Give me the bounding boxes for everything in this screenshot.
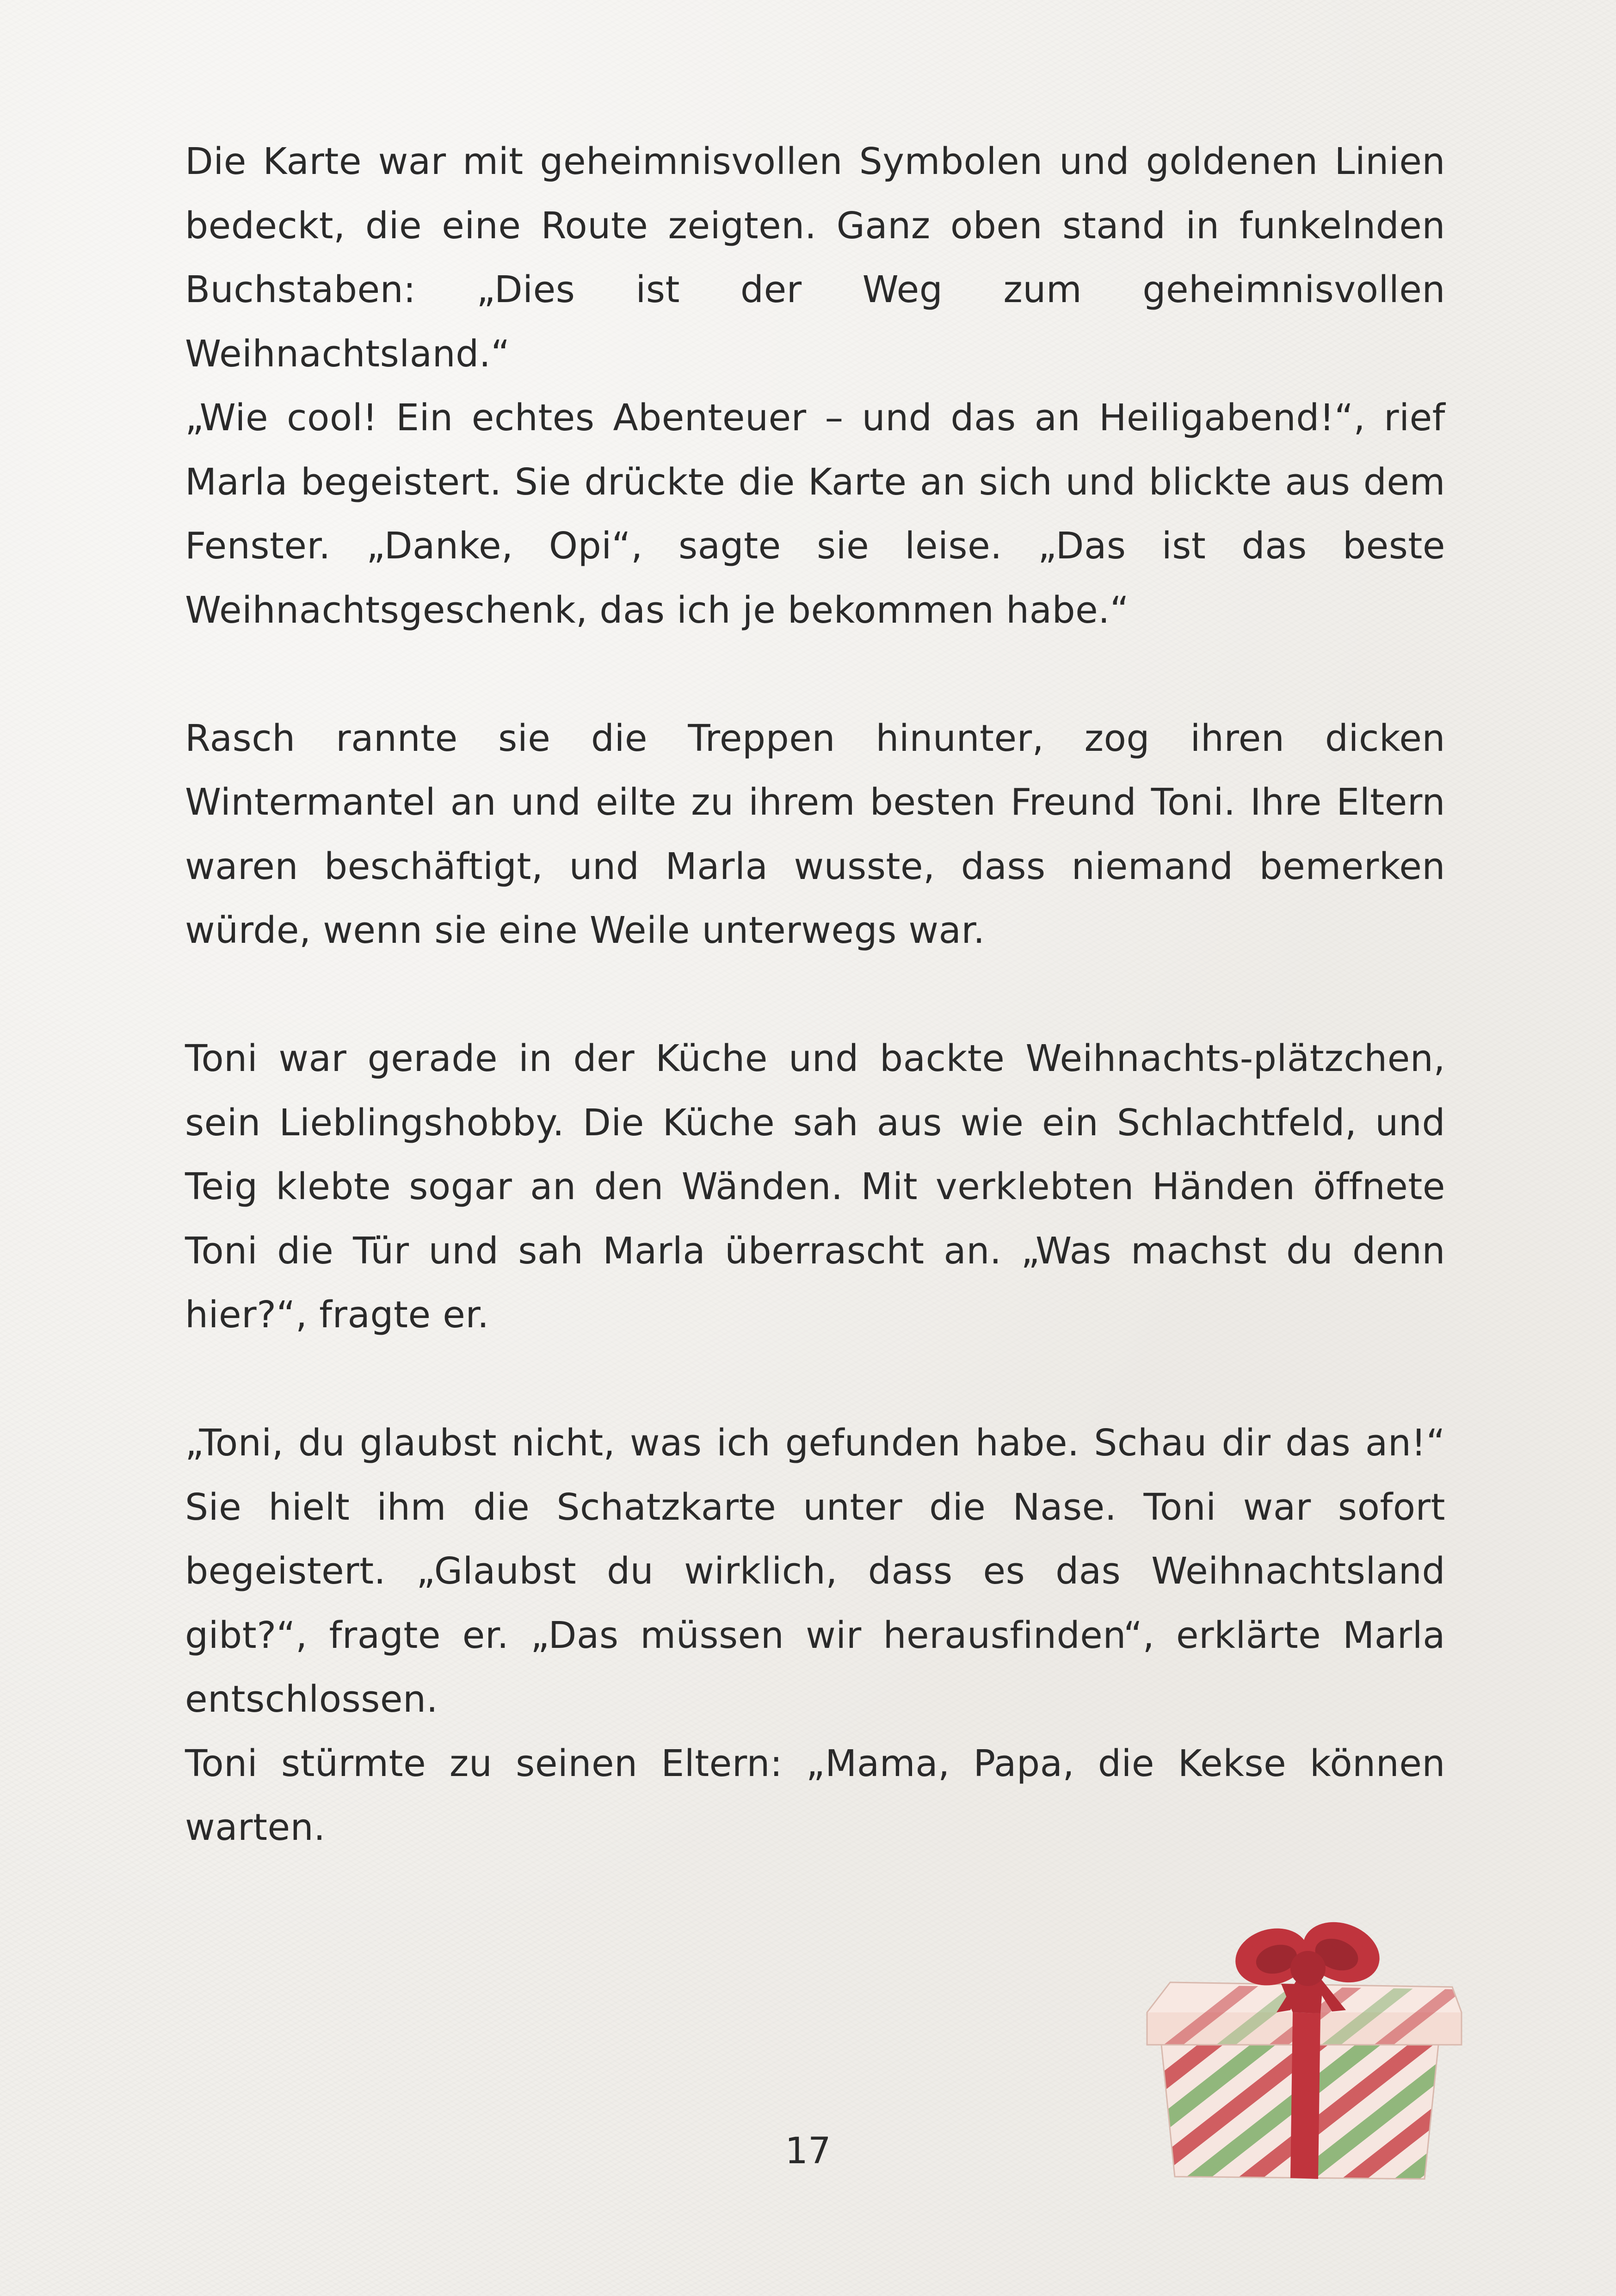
gift-box-icon — [1138, 1906, 1471, 2184]
story-text — [185, 130, 1445, 1860]
story-paragraph-5: „Toni, du glaubst nicht, was ich gefunden habe. Schau dir das an!“ Sie hielt ihm die Schatzkarte unter die Nase. Toni war sofort begeistert. „Glaubst du wirklich, dass es das Weihnachtsland gibt?“, fragte er. „Das müssen wir herausfinden“, erklärte Marla entschlossen. — [185, 1422, 1445, 1720]
paragraph-gap — [185, 963, 1445, 1027]
story-paragraph-1: Die Karte war mit geheimnisvollen Symbolen und goldenen Linien bedeckt, die eine Route zeigten. Ganz oben stand in funkelnden Buchstaben: „Dies ist der Weg zum geheimnisvollen Weihnachtsland.“ — [185, 140, 1445, 375]
story-paragraph-2: „Wie cool! Ein echtes Abenteuer – und das an Heiligabend!“, rief Marla begeistert. Sie drückte die Karte an sich und blickte aus dem Fenster. „Danke, Opi“, sagte sie leise. „Das ist das beste Weihnachtsgeschenk, das ich je bekommen habe.“ — [185, 396, 1445, 631]
story-paragraph-3: Rasch rannte sie die Treppen hinunter, zog ihren dicken Wintermantel an und eilte zu ihrem besten Freund Toni. Ihre Eltern waren beschäftigt, und Marla wusste, dass niemand bemerken würde, wenn sie eine Weile unterwegs war. — [185, 717, 1445, 952]
page-number: 17 — [785, 2130, 831, 2172]
paragraph-gap — [185, 1347, 1445, 1411]
story-paragraph-6: Toni stürmte zu seinen Eltern: „Mama, Papa, die Kekse können warten. — [185, 1742, 1445, 1849]
paragraph-gap — [185, 642, 1445, 706]
story-paragraph-4: Toni war gerade in der Küche und backte Weihnachts-plätzchen, sein Lieblingshobby. Die Küche sah aus wie ein Schlachtfeld, und Teig klebte sogar an den Wänden. Mit verklebten Händen öffnete Toni die Tür und sah Marla überrascht an. „Was machst du denn hier?“, fragte er. — [185, 1037, 1445, 1336]
